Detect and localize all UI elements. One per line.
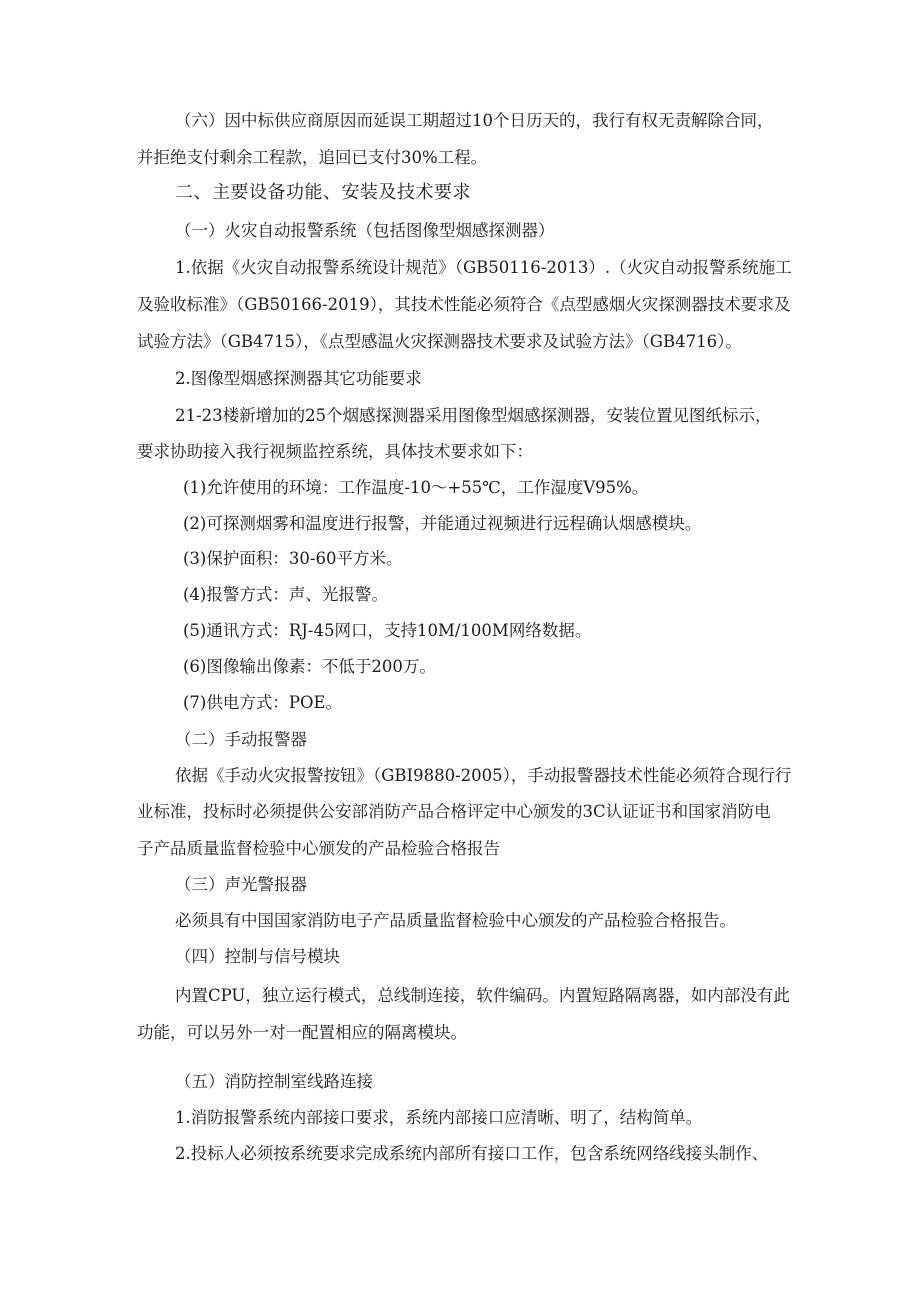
clause-six-line-2: 并拒绝支付剩余工程款，追回已支付30%工程。	[137, 148, 488, 167]
requirement-5: (5)通讯方式：RJ-45网口，支持10M/100M网络数据。	[183, 621, 592, 640]
clause-six-line-1: （六）因中标供应商原因而延误工期超过10个日历天的，我行有权无责解除合同，	[175, 111, 774, 130]
subsection-heading-control-room: （五）消防控制室线路连接	[175, 1072, 373, 1091]
requirement-1: (1)允许使用的环境：工作温度-10～+55℃，工作湿度V95%。	[183, 478, 649, 497]
section-heading-2: 二、主要设备功能、安装及技术要求	[175, 182, 471, 203]
alarm-device-line-1: 必须具有中国国家消防电子产品质量监督检验中心颁发的产品检验合格报告。	[175, 911, 736, 930]
requirement-4: (4)报警方式：声、光报警。	[183, 585, 388, 604]
requirement-7: (7)供电方式：POE。	[183, 693, 343, 712]
manual-alarm-line-1: 依据《手动火灾报警按钮》（GBI9880-2005），手动报警器技术性能必须符合现行行	[175, 766, 792, 785]
item-1-line-3: 试验方法》（GB4715），《点型感温火灾探测器技术要求及试验方法》（GB4716）。	[137, 332, 742, 351]
item-1-line-1: 1.依据《火灾自动报警系统设计规范》（GB50116-2013）.（火灾自动报警系统施工	[175, 258, 792, 277]
subsection-heading-control-module: （四）控制与信号模块	[175, 947, 340, 966]
control-room-item-1: 1.消防报警系统内部接口要求，系统内部接口应清晰、明了，结构简单。	[175, 1108, 703, 1127]
requirement-6: (6)图像输出像素：不低于200万。	[183, 657, 436, 676]
control-module-line-1: 内置CPU，独立运行模式，总线制连接，软件编码。内置短路隔离器，如内部没有此	[175, 986, 790, 1005]
requirement-3: (3)保护面积：30-60平方米。	[183, 549, 403, 568]
subsection-heading-manual-alarm: （二）手动报警器	[175, 730, 307, 749]
manual-alarm-line-2: 业标准，投标时必须提供公安部消防产品合格评定中心颁发的3C认证证书和国家消防电	[137, 802, 771, 821]
manual-alarm-line-3: 子产品质量监督检验中心颁发的产品检验合格报告	[137, 839, 500, 858]
control-module-line-2: 功能，可以另外一对一配置相应的隔离模块。	[137, 1023, 467, 1042]
item-2-line-2: 要求协助接入我行视频监控系统，具体技术要求如下：	[137, 442, 533, 461]
subsection-heading-fire-alarm: （一）火灾自动报警系统（包括图像型烟感探测器）	[175, 221, 555, 240]
control-room-item-2: 2.投标人必须按系统要求完成系统内部所有接口工作，包含系统网络线接头制作、	[175, 1144, 769, 1163]
item-2-heading: 2.图像型烟感探测器其它功能要求	[175, 369, 422, 388]
item-1-line-2: 及验收标准》（GB50166-2019），其技术性能必须符合《点型感烟火灾探测器技术要求及	[137, 295, 791, 314]
item-2-line-1: 21-23楼新增加的25个烟感探测器采用图像型烟感探测器，安装位置见图纸标示，	[175, 406, 772, 425]
subsection-heading-alarm-device: （三）声光警报器	[175, 875, 307, 894]
requirement-2: (2)可探测烟雾和温度进行报警，并能通过视频进行远程确认烟感模块。	[183, 514, 702, 533]
